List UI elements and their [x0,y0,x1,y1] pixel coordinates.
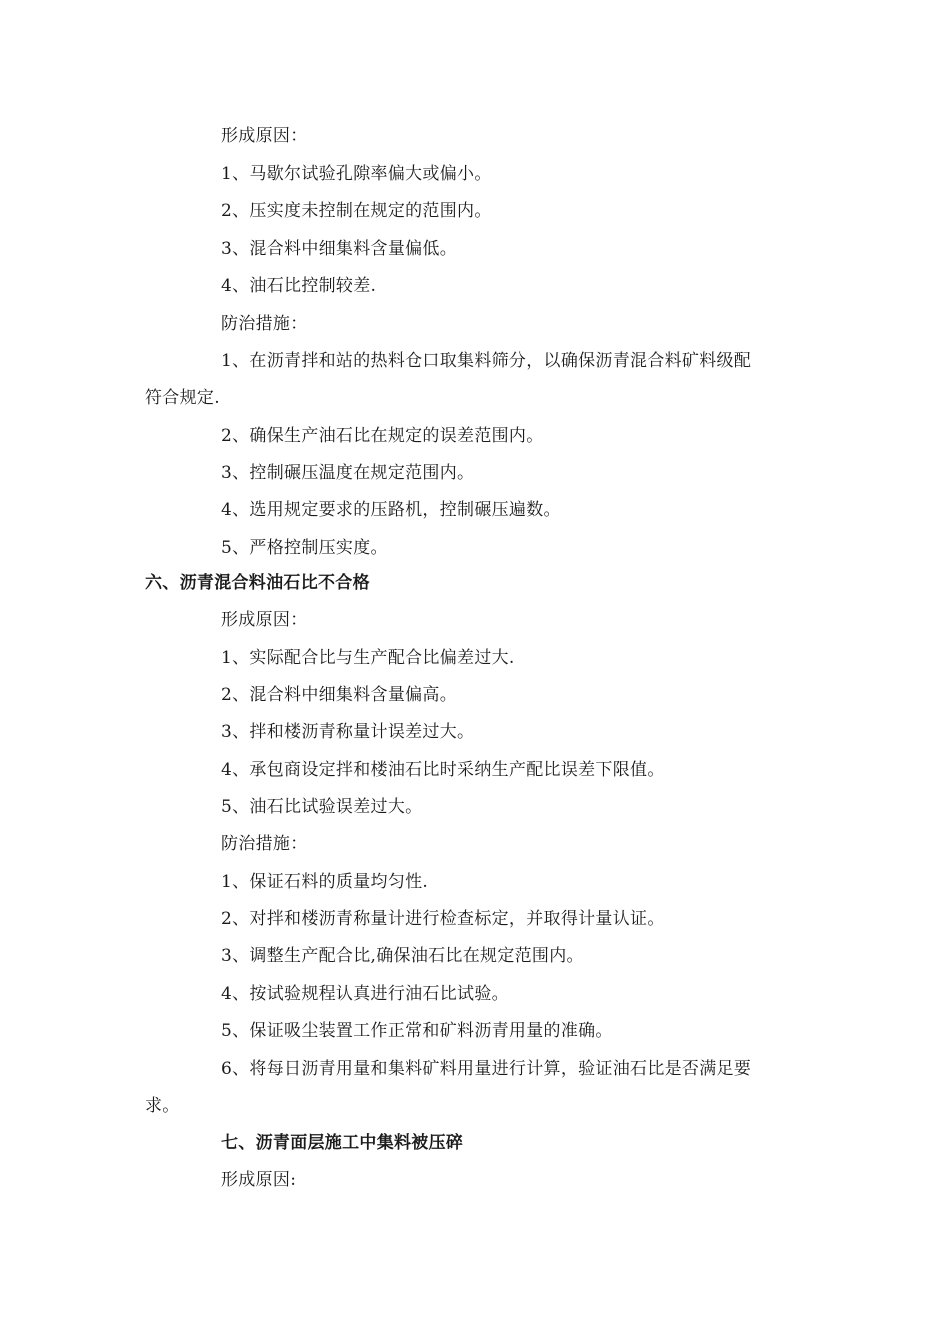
cause-item: 1、马歇尔试验孔隙率偏大或偏小。 [221,164,492,184]
cause-item: 4、油石比控制较差. [221,276,377,296]
section-heading: 六、沥青混合料油石比不合格 [145,573,370,593]
measure-item-continuation: 符合规定. [145,388,220,408]
cause-item: 1、实际配合比与生产配合比偏差过大. [221,648,515,668]
causes-label: 形成原因： [221,126,308,146]
measure-item: 5、保证吸尘装置工作正常和矿料沥青用量的准确。 [221,1021,613,1041]
cause-item: 3、拌和楼沥青称量计误差过大。 [221,722,475,742]
cause-item: 4、承包商设定拌和楼油石比时采纳生产配比误差下限值。 [221,760,665,780]
measure-item: 4、选用规定要求的压路机，控制碾压遍数。 [221,500,561,520]
measure-item: 5、严格控制压实度。 [221,538,388,558]
section-heading: 七、沥青面层施工中集料被压碎 [221,1133,464,1153]
measure-item: 6、将每日沥青用量和集料矿料用量进行计算，验证油石比是否满足要 [221,1059,752,1079]
cause-item: 5、油石比试验误差过大。 [221,797,423,817]
measure-item: 3、控制碾压温度在规定范围内。 [221,463,475,483]
measure-item: 1、保证石料的质量均匀性. [221,872,429,892]
causes-label: 形成原因: [221,1170,297,1190]
cause-item: 2、压实度未控制在规定的范围内。 [221,201,492,221]
causes-label: 形成原因： [221,610,308,630]
measure-item: 2、确保生产油石比在规定的误差范围内。 [221,426,544,446]
measure-item: 2、对拌和楼沥青称量计进行检查标定，并取得计量认证。 [221,909,665,929]
measure-item: 1、在沥青拌和站的热料仓口取集料筛分，以确保沥青混合料矿料级配 [221,351,752,371]
cause-item: 2、混合料中细集料含量偏高。 [221,685,458,705]
measures-label: 防治措施： [221,834,308,854]
measure-item: 4、按试验规程认真进行油石比试验。 [221,984,509,1004]
measure-item-continuation: 求。 [145,1096,180,1116]
cause-item: 3、混合料中细集料含量偏低。 [221,239,458,259]
measure-item: 3、调整生产配合比,确保油石比在规定范围内。 [221,946,584,966]
measures-label: 防治措施： [221,314,308,334]
